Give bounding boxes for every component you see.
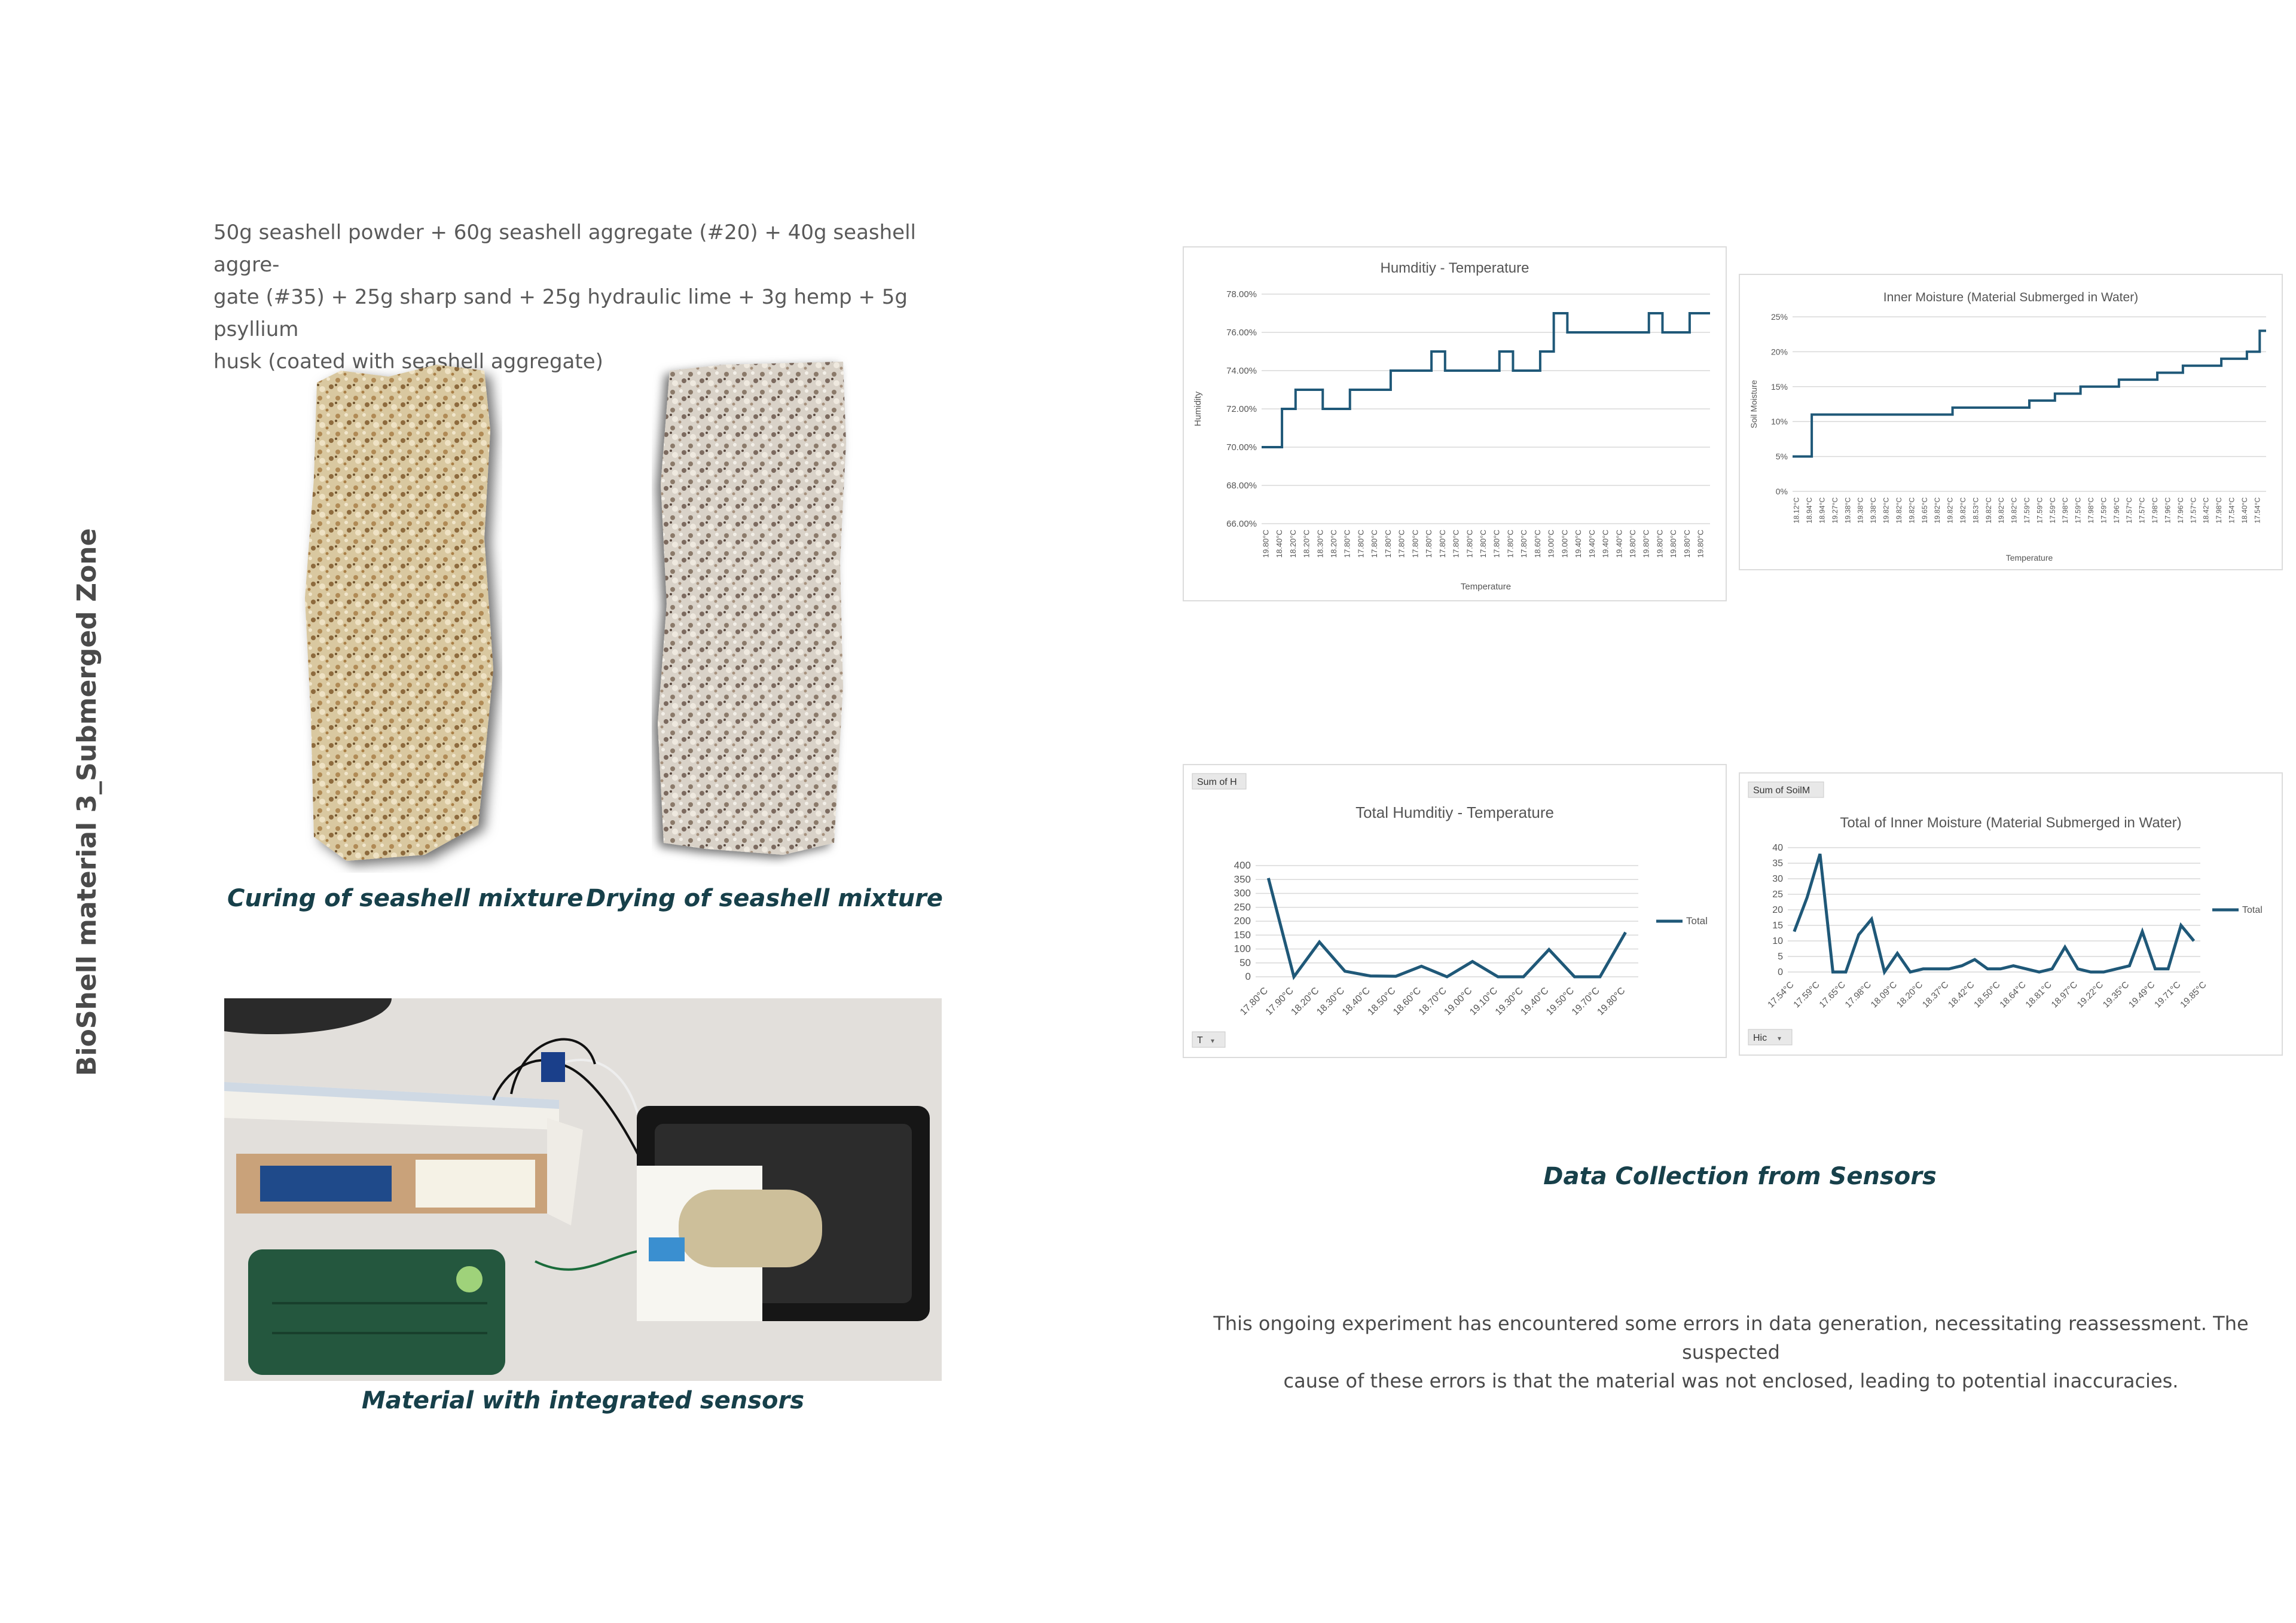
x-tick-label: 18.94°C [1818, 497, 1827, 524]
x-tick-label: 17.59°C [1791, 979, 1822, 1010]
x-tick-label: 19.82°C [1933, 497, 1942, 524]
x-tick-label: 18.30°C [1315, 985, 1347, 1017]
x-tick-label: 19.40°C [1614, 530, 1624, 558]
x-tick-label: 17.80°C [1506, 530, 1515, 558]
x-tick-label: 18.40°C [1340, 985, 1372, 1017]
y-tick-label: 76.00% [1226, 328, 1257, 338]
y-axis-label: Soil Moisture [1749, 380, 1758, 429]
x-tick-label: 19.80°C [1261, 530, 1271, 558]
x-tick-label: 18.40°C [2240, 497, 2249, 524]
y-tick-label: 15 [1772, 921, 1783, 931]
y-tick-label: 250 [1234, 901, 1251, 913]
x-tick-label: 19.40°C [1574, 530, 1583, 558]
chart-total-inner-moisture-svg [1740, 774, 2282, 1055]
x-tick-label: 18.70°C [1416, 985, 1449, 1017]
chart-title: Total Humditiy - Temperature [1355, 803, 1554, 821]
x-tick-label: 18.09°C [1868, 979, 1900, 1010]
y-tick-label: 68.00% [1226, 481, 1257, 491]
x-tick-label: 18.20°C [1894, 979, 1925, 1010]
y-tick-label: 10 [1772, 936, 1783, 946]
y-tick-label: 150 [1234, 929, 1251, 941]
series-line [1262, 313, 1710, 447]
recipe-line: gate (#35) + 25g sharp sand + 25g hydraulic lime + 3g hemp + 5g psyllium [213, 285, 908, 341]
x-tick-label: 18.37°C [1920, 979, 1951, 1010]
x-tick-label: 17.59°C [2023, 497, 2031, 524]
x-tick-label: 19.40°C [1587, 530, 1596, 558]
series-line [1794, 854, 2194, 972]
note-line: This ongoing experiment has encountered some errors in data generation, necessitating reassessment. The suspected [1213, 1312, 2249, 1364]
y-tick-label: 20 [1772, 905, 1783, 915]
x-tick-label: 19.80°C [1628, 530, 1637, 558]
x-tick-label: 18.50°C [1366, 985, 1398, 1017]
x-tick-label: 17.57°C [2138, 497, 2147, 524]
y-tick-label: 0 [1245, 971, 1251, 982]
y-tick-label: 5 [1778, 952, 1783, 962]
x-tick-label: 17.80°C [1356, 530, 1366, 558]
x-tick-label: 17.80°C [1370, 530, 1379, 558]
x-tick-label: 17.80°C [1410, 530, 1420, 558]
x-tick-label: 17.96°C [2163, 497, 2172, 524]
x-tick-label: 17.98°C [2151, 497, 2160, 524]
x-tick-label: 17.96°C [2176, 497, 2185, 524]
caption-sensors: Material with integrated sensors [361, 1387, 805, 1414]
y-tick-label: 40 [1772, 843, 1783, 853]
x-tick-label: 19.80°C [1641, 530, 1651, 558]
chart-total-inner-moisture [1739, 772, 2283, 1056]
x-tick-label: 19.82°C [1946, 497, 1955, 524]
y-tick-label: 15% [1770, 381, 1788, 392]
caption-data-collection: Data Collection from Sensors [1543, 1163, 1937, 1190]
x-tick-label: 19.35°C [2100, 979, 2132, 1010]
x-tick-label: 17.57°C [2125, 497, 2134, 524]
y-tick-label: 72.00% [1226, 404, 1257, 414]
x-tick-label: 17.59°C [2035, 497, 2044, 524]
x-tick-label: 19.82°C [2010, 497, 2019, 524]
x-tick-label: 17.80°C [1424, 530, 1434, 558]
x-tick-label: 18.42°C [2202, 497, 2210, 524]
x-tick-label: 17.80°C [1238, 985, 1271, 1017]
x-tick-label: 19.82°C [1958, 497, 1967, 524]
experiment-note [1172, 1309, 2290, 1395]
y-tick-label: 30 [1772, 874, 1783, 884]
y-tick-label: 350 [1234, 873, 1251, 885]
x-tick-label: 19.00°C [1442, 985, 1474, 1017]
y-tick-label: 50 [1239, 956, 1251, 968]
caption-curing: Curing of seashell mixture [227, 885, 584, 912]
x-tick-label: 17.54°C [2227, 497, 2236, 524]
y-tick-label: 78.00% [1226, 289, 1257, 299]
drying-sample-photo [652, 353, 855, 867]
y-tick-label: 20% [1770, 347, 1788, 357]
x-tick-label: 19.50°C [1544, 985, 1577, 1017]
x-tick-label: 18.53°C [1971, 497, 1980, 524]
y-tick-label: 0% [1775, 487, 1788, 496]
pivot-field-button-label: Hic [1753, 1033, 1767, 1043]
x-tick-label: 19.49°C [2126, 979, 2157, 1010]
chart-inner-moisture [1739, 274, 2283, 570]
x-tick-label: 18.60°C [1532, 530, 1542, 558]
chart-total-humidity-svg [1184, 765, 1726, 1057]
x-tick-label: 18.20°C [1302, 530, 1311, 558]
x-tick-label: 17.59°C [2099, 497, 2108, 524]
x-tick-label: 17.90°C [1263, 985, 1296, 1017]
x-tick-label: 19.10°C [1468, 985, 1500, 1017]
chart-inner-moisture-svg [1740, 275, 2282, 569]
x-tick-label: 19.27°C [1830, 497, 1839, 524]
x-tick-label: 17.59°C [2048, 497, 2057, 524]
chart-humidity-temperature-svg [1184, 247, 1726, 600]
x-tick-label: 17.65°C [1817, 979, 1848, 1010]
series-line [1268, 878, 1625, 977]
x-tick-label: 18.20°C [1329, 530, 1338, 558]
y-tick-label: 25 [1772, 890, 1783, 900]
y-tick-label: 66.00% [1226, 519, 1257, 529]
x-tick-label: 19.70°C [1570, 985, 1602, 1017]
x-tick-label: 19.82°C [1984, 497, 1993, 524]
x-tick-label: 17.80°C [1479, 530, 1488, 558]
x-tick-label: 19.85°C [2178, 979, 2209, 1010]
x-tick-label: 18.42°C [1946, 979, 1977, 1010]
y-tick-label: 400 [1234, 860, 1251, 871]
x-tick-label: 19.22°C [2075, 979, 2106, 1010]
x-tick-label: 17.80°C [1492, 530, 1501, 558]
x-tick-label: 19.82°C [1882, 497, 1891, 524]
x-tick-label: 17.98°C [2215, 497, 2224, 524]
x-tick-label: 17.98°C [2087, 497, 2096, 524]
x-tick-label: 18.50°C [1972, 979, 2002, 1010]
x-tick-label: 19.71°C [2152, 979, 2183, 1010]
x-tick-label: 19.80°C [1595, 985, 1628, 1017]
legend-label: Total [1686, 915, 1708, 927]
dropdown-arrow-icon: ▾ [1778, 1034, 1782, 1043]
y-tick-label: 70.00% [1226, 442, 1257, 453]
x-tick-label: 17.57°C [2189, 497, 2198, 524]
x-axis-label: Temperature [1460, 582, 1512, 592]
x-tick-label: 19.80°C [1669, 530, 1678, 558]
x-tick-label: 17.59°C [2074, 497, 2083, 524]
x-tick-label: 17.54°C [1766, 979, 1796, 1010]
x-tick-label: 17.80°C [1342, 530, 1352, 558]
x-tick-label: 18.81°C [2023, 979, 2054, 1010]
y-tick-label: 10% [1770, 417, 1788, 427]
chart-title: Inner Moisture (Material Submerged in Water) [1883, 291, 2139, 304]
y-tick-label: 0 [1778, 967, 1783, 977]
x-tick-label: 17.80°C [1465, 530, 1474, 558]
dropdown-arrow-icon: ▾ [1211, 1037, 1215, 1045]
x-tick-label: 17.80°C [1437, 530, 1447, 558]
x-tick-label: 19.40°C [1601, 530, 1610, 558]
page-title-vertical: BioShell material 3_Submerged Zone [72, 528, 102, 1076]
x-tick-label: 19.00°C [1546, 530, 1556, 558]
x-tick-label: 19.80°C [1696, 530, 1705, 558]
x-tick-label: 17.80°C [1519, 530, 1529, 558]
x-axis-label: Temperature [2005, 553, 2053, 563]
pivot-field-button-label: T [1197, 1035, 1203, 1046]
y-tick-label: 35 [1772, 858, 1783, 869]
chart-total-humidity [1183, 764, 1727, 1058]
chart-humidity-temperature [1183, 246, 1727, 601]
note-line: cause of these errors is that the material was not enclosed, leading to potential inaccuracies. [1283, 1370, 2179, 1392]
chart-title: Humditiy - Temperature [1380, 260, 1529, 276]
x-tick-label: 19.40°C [1519, 985, 1551, 1017]
x-tick-label: 19.82°C [1907, 497, 1916, 524]
y-axis-label: Humidity [1193, 391, 1203, 427]
x-tick-label: 17.80°C [1383, 530, 1393, 558]
series-line [1793, 331, 2266, 456]
x-tick-label: 17.80°C [1397, 530, 1406, 558]
sensor-setup-photo [224, 998, 942, 1381]
x-tick-label: 17.98°C [1843, 979, 1873, 1010]
x-tick-label: 19.82°C [1997, 497, 2006, 524]
recipe-line: 50g seashell powder + 60g seashell aggregate (#20) + 40g seashell aggre- [213, 221, 916, 277]
x-tick-label: 17.98°C [2061, 497, 2070, 524]
x-tick-label: 17.80°C [1451, 530, 1461, 558]
y-tick-label: 25% [1770, 312, 1788, 322]
x-tick-label: 18.60°C [1391, 985, 1424, 1017]
curing-sample-photo [299, 359, 502, 873]
x-tick-label: 19.65°C [1920, 497, 1929, 524]
x-tick-label: 19.38°C [1843, 497, 1852, 524]
x-tick-label: 18.12°C [1792, 497, 1801, 524]
x-tick-label: 19.30°C [1493, 985, 1525, 1017]
x-tick-label: 18.40°C [1275, 530, 1284, 558]
pivot-field-button-label: Sum of H [1197, 777, 1237, 787]
y-tick-label: 74.00% [1226, 366, 1257, 376]
y-tick-label: 300 [1234, 887, 1251, 899]
x-tick-label: 18.94°C [1805, 497, 1814, 524]
x-tick-label: 18.20°C [1289, 985, 1321, 1017]
y-tick-label: 5% [1775, 451, 1788, 461]
x-tick-label: 18.97°C [2049, 979, 2080, 1010]
y-tick-label: 100 [1234, 943, 1251, 955]
chart-title: Total of Inner Moisture (Material Submerged in Water) [1840, 815, 2182, 831]
pivot-field-button-label: Sum of SoilM [1753, 785, 1810, 796]
x-tick-label: 19.80°C [1682, 530, 1692, 558]
x-tick-label: 19.00°C [1560, 530, 1570, 558]
x-tick-label: 17.54°C [2253, 497, 2262, 524]
x-tick-label: 18.20°C [1288, 530, 1297, 558]
x-tick-label: 18.30°C [1315, 530, 1325, 558]
x-tick-label: 19.80°C [1655, 530, 1665, 558]
x-tick-label: 18.64°C [1998, 979, 2028, 1010]
x-tick-label: 19.38°C [1869, 497, 1878, 524]
legend-label: Total [2242, 905, 2263, 915]
x-tick-label: 17.96°C [2112, 497, 2121, 524]
x-tick-label: 19.82°C [1894, 497, 1903, 524]
caption-drying: Drying of seashell mixture [586, 885, 943, 912]
recipe-line: husk (coated with seashell aggregate) [213, 350, 603, 374]
x-tick-label: 19.38°C [1856, 497, 1865, 524]
y-tick-label: 200 [1234, 915, 1251, 927]
